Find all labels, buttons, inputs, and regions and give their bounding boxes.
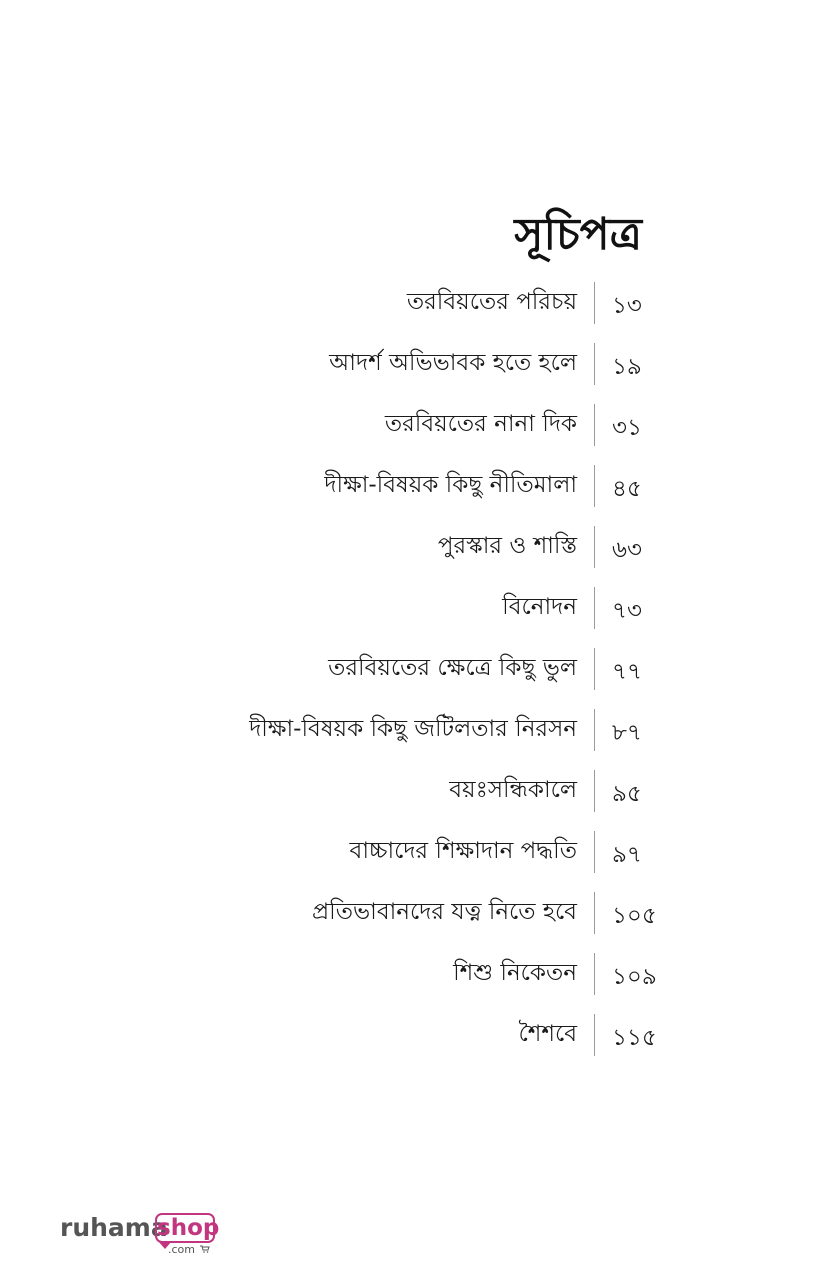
toc-entry-page: ৯৫ bbox=[612, 781, 642, 807]
toc-entry-page: ১০৫ bbox=[612, 903, 657, 929]
toc-entry bbox=[0, 709, 825, 770]
toc-entry bbox=[0, 343, 825, 404]
toc-divider bbox=[594, 1014, 595, 1056]
toc-entry-page: ১১৫ bbox=[612, 1025, 657, 1051]
brand-shop-badge bbox=[155, 1213, 220, 1243]
cart-icon bbox=[200, 1245, 210, 1253]
toc-entry-page: ৭৩ bbox=[612, 598, 642, 624]
toc-entry-label: বয়ঃসন্ধিকালে bbox=[449, 777, 577, 803]
toc-entry bbox=[0, 282, 825, 343]
toc-list bbox=[0, 282, 825, 1075]
toc-entry bbox=[0, 404, 825, 465]
toc-entry-label: শিশু নিকেতন bbox=[453, 960, 577, 986]
toc-divider bbox=[594, 343, 595, 385]
toc-entry-label: তরবিয়তের নানা দিক bbox=[384, 411, 577, 437]
brand-shop-text: shop bbox=[157, 1215, 220, 1241]
toc-divider bbox=[594, 892, 595, 934]
toc-entry-label: তরবিয়তের পরিচয় bbox=[406, 289, 577, 315]
brand-logo bbox=[60, 1212, 230, 1260]
toc-divider bbox=[594, 526, 595, 568]
toc-entry bbox=[0, 1014, 825, 1075]
toc-entry-label: তরবিয়তের ক্ষেত্রে কিছু ভুল bbox=[328, 655, 577, 681]
toc-divider bbox=[594, 587, 595, 629]
toc-entry bbox=[0, 587, 825, 648]
toc-entry-label: বাচ্চাদের শিক্ষাদান পদ্ধতি bbox=[349, 838, 577, 864]
toc-entry-label: বিনোদন bbox=[502, 594, 577, 620]
toc-entry-page: ৪৫ bbox=[612, 476, 642, 502]
toc-entry-label: পুরস্কার ও শাস্তি bbox=[437, 533, 577, 559]
toc-divider bbox=[594, 404, 595, 446]
toc-entry-page: ১০৯ bbox=[612, 964, 657, 990]
toc-entry-page: ৩১ bbox=[612, 415, 642, 441]
brand-com-text: .com bbox=[168, 1243, 195, 1256]
toc-entry-page: ৯৭ bbox=[612, 842, 642, 868]
toc-entry-page: ৬৩ bbox=[612, 537, 642, 563]
toc-entry bbox=[0, 465, 825, 526]
toc-entry-page: ১৯ bbox=[612, 354, 642, 380]
toc-divider bbox=[594, 709, 595, 751]
toc-entry bbox=[0, 953, 825, 1014]
toc-entry-label: প্রতিভাবানদের যত্ন নিতে হবে bbox=[312, 899, 577, 925]
toc-entry-label: শৈশবে bbox=[518, 1021, 577, 1047]
toc-divider bbox=[594, 770, 595, 812]
toc-entry bbox=[0, 831, 825, 892]
toc-entry bbox=[0, 770, 825, 831]
toc-entry-page: ৭৭ bbox=[612, 659, 642, 685]
toc-divider bbox=[594, 648, 595, 690]
toc-divider bbox=[594, 831, 595, 873]
toc-entry bbox=[0, 526, 825, 587]
toc-entry-label: দীক্ষা-বিষয়ক কিছু জটিলতার নিরসন bbox=[249, 716, 577, 742]
toc-divider bbox=[594, 282, 595, 324]
toc-entry-label: আদর্শ অভিভাবক হতে হলে bbox=[329, 350, 577, 376]
toc-divider bbox=[594, 465, 595, 507]
toc-entry bbox=[0, 648, 825, 709]
toc-entry-page: ৮৭ bbox=[612, 720, 642, 746]
toc-divider bbox=[594, 953, 595, 995]
toc-entry-page: ১৩ bbox=[612, 293, 642, 319]
toc-entry bbox=[0, 892, 825, 953]
toc-title: সূচিপত্র bbox=[514, 209, 642, 260]
brand-ruhama-text: ruhama bbox=[60, 1213, 168, 1242]
toc-entry-label: দীক্ষা-বিষয়ক কিছু নীতিমালা bbox=[324, 472, 577, 498]
